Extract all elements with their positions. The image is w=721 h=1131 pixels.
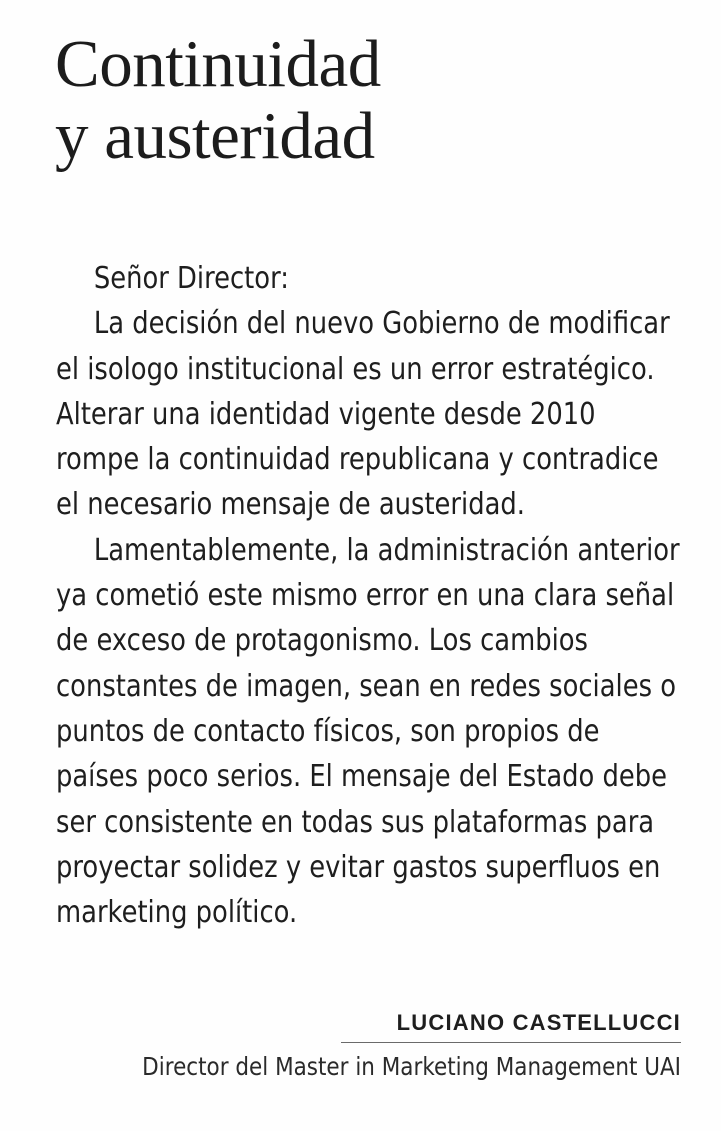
salutation: Señor Director: <box>93 261 289 296</box>
author-title: Director del Master in Marketing Management UAI <box>142 1052 681 1081</box>
paragraph-1: La decisión del nuevo Gobierno de modificar el isologo institucional es un error estratégico. Alterar una identidad vigente desde 2010 rompe la continuidad republicana y contradice el necesario mensaje de austeridad. <box>56 306 670 523</box>
paragraph-2: Lamentablemente, la administración anterior ya cometió este mismo error en una clara señal de exceso de protagonismo. Los cambios constantes de imagen, sean en redes sociales o puntos de contacto físicos, son propios de países poco serios. El mensaje del Estado debe ser consistente en todas sus plataformas para proyectar solidez y evitar gastos superfluos en marketing político. <box>56 532 680 931</box>
headline-line-2: y austeridad <box>55 99 375 173</box>
letter-body <box>56 256 680 935</box>
headline <box>55 28 695 172</box>
headline-line-1: Continuidad <box>55 27 381 101</box>
author-name: LUCIANO CASTELLUCCI <box>341 1010 681 1043</box>
